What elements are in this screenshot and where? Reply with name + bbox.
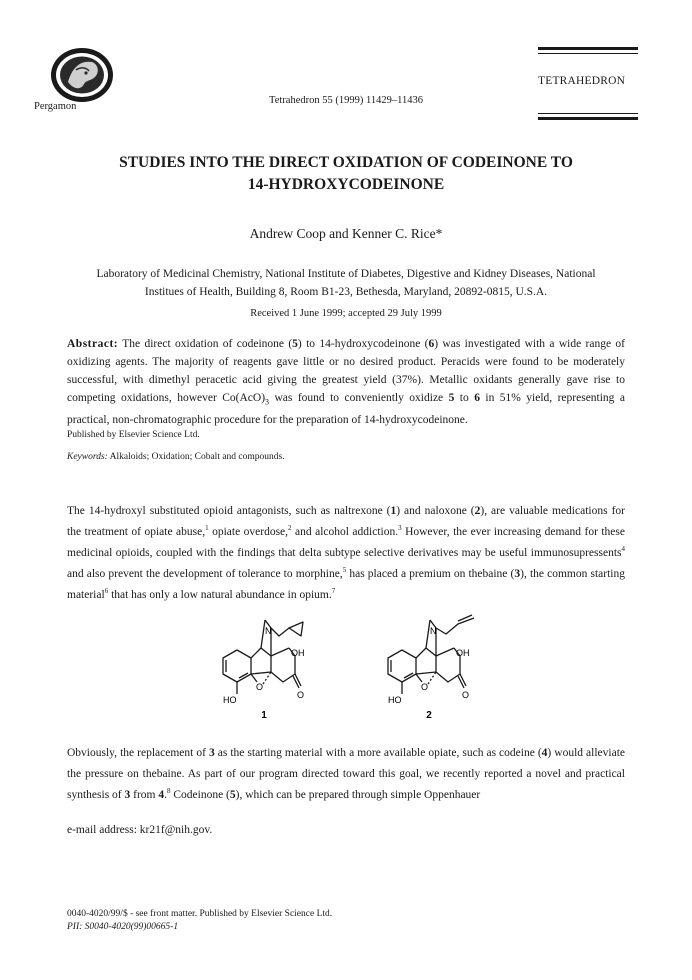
atom-label: O	[297, 690, 305, 700]
abstract-text: The direct oxidation of codeinone (	[118, 338, 293, 350]
header-rule	[538, 117, 638, 120]
compound-ref: 5	[448, 392, 455, 404]
compound-ref: 5	[292, 338, 298, 350]
title-line: 14-HYDROXYCODEINONE	[247, 176, 445, 193]
reference-marker: 2	[288, 524, 292, 533]
footer-copyright: 0040-4020/99/$ - see front matter. Published by Elsevier Science Ltd.	[67, 909, 333, 919]
compound-ref: 2	[474, 505, 481, 517]
compound-ref: 6	[474, 392, 480, 404]
structure-1-naltrexone	[205, 610, 325, 718]
abstract-text: to	[454, 392, 475, 404]
keywords-label: Keywords:	[67, 452, 108, 462]
atom-label: OH	[291, 648, 305, 658]
journal-name: TETRAHEDRON	[538, 75, 626, 87]
atom-label: N	[430, 626, 437, 636]
affiliation-line: Institues of Health, Building 8, Room B1-23, Bethesda, Maryland, 20892-0815, U.S.A.	[144, 286, 548, 298]
body-text: ) would alleviate the pressure on thebaine. As part of our program directed toward this goal, we recently reported a novel and practical synthesis of	[67, 747, 625, 801]
abstract-text: ) to 14-hydroxycodeinone (	[297, 338, 429, 350]
body-paragraph	[67, 743, 625, 806]
affiliation-line: Laboratory of Medicinal Chemistry, National Institute of Diabetes, Digestive and Kidney Diseases, National	[96, 268, 596, 280]
body-text: from	[130, 789, 159, 801]
reference-marker: 6	[104, 587, 109, 596]
footer	[67, 908, 332, 934]
keywords	[67, 452, 625, 462]
abstract-text: in 51% yield, representing a practical, non-chromatographic procedure for the preparation of 14-hydroxycodeinone.	[67, 392, 625, 427]
abstract-text: was found to conveniently oxidize	[269, 392, 449, 404]
header-rule	[538, 53, 638, 54]
compound-ref: 1	[390, 505, 397, 517]
keywords-text: Alkaloids; Oxidation; Cobalt and compounds.	[107, 452, 285, 462]
reference-marker: 3	[398, 524, 402, 533]
received-dates: Received 1 June 1999; accepted 29 July 1999	[250, 308, 442, 319]
copyright-line: Published by Elsevier Science Ltd.	[67, 430, 200, 441]
header-rule	[538, 47, 638, 50]
journal-citation: Tetrahedron 55 (1999) 11429–11436	[269, 95, 423, 106]
publisher-name: Pergamon	[34, 101, 77, 112]
subscript: 3	[265, 397, 270, 407]
body-text: ), the common starting material	[67, 568, 626, 601]
body-text: has placed a premium on thebaine (	[346, 568, 515, 580]
body-text: ), which can be prepared through simple Oppenhauer	[235, 789, 481, 801]
compound-number: 1	[261, 710, 267, 718]
body-text: opiate overdose,	[208, 526, 289, 538]
body-text: ) and naloxone (	[396, 505, 475, 517]
body-text: Obviously, the replacement of	[67, 747, 209, 759]
reference-marker: 4	[621, 545, 625, 554]
atom-label: OH	[456, 648, 470, 658]
body-text: Codeinone (	[170, 789, 230, 801]
body-text: The 14-hydroxyl substituted opioid antagonists, such as naltrexone (	[67, 505, 391, 517]
compound-ref: 4	[541, 747, 548, 759]
reference-marker: 5	[342, 566, 347, 575]
body-text: as the starting material with a more available opiate, such as codeine (	[214, 747, 542, 759]
affiliation	[0, 265, 692, 301]
abstract-label: Abstract:	[67, 338, 119, 350]
atom-label: HO	[223, 695, 237, 705]
compound-ref: 3	[124, 789, 131, 801]
reference-marker: 1	[205, 524, 209, 533]
header-rule	[538, 113, 638, 114]
abstract	[67, 335, 625, 442]
atom-label: O	[462, 690, 470, 700]
reference-marker: 7	[331, 587, 336, 596]
compound-ref: 3	[208, 747, 215, 759]
atom-label: HO	[388, 695, 402, 705]
atom-label: N	[265, 626, 272, 636]
article-title	[0, 152, 692, 196]
title-line: STUDIES INTO THE DIRECT OXIDATION OF CODEINONE TO	[119, 154, 573, 171]
body-text: and alcohol addiction.	[291, 526, 399, 538]
body-text: and also prevent the development of tolerance to morphine,	[67, 568, 343, 580]
body-text: ), are valuable medications for the treatment of opiate abuse,	[67, 505, 625, 538]
structure-2-naloxone	[370, 610, 490, 718]
atom-label: O	[421, 682, 429, 692]
compound-ref: 5	[229, 789, 236, 801]
compound-ref: 4	[158, 789, 165, 801]
footer-pii: PII: S0040-4020(99)00665-1	[67, 922, 179, 932]
corresponding-email: e-mail address: kr21f@nih.gov.	[67, 824, 213, 836]
reference-marker: 8	[166, 787, 171, 796]
body-text: .	[164, 789, 167, 801]
body-text: However, the ever increasing demand for these medicinal opioids, coupled with the findings that delta subtype selective derivatives may be useful immunosupressents	[67, 526, 625, 559]
body-paragraph	[67, 501, 625, 606]
compound-number: 2	[426, 710, 432, 718]
compound-ref: 3	[514, 568, 521, 580]
compound-ref: 6	[428, 338, 435, 350]
abstract-text: ) was investigated with a wide range of oxidizing agents. The majority of reagents gave little or no desired product. Peracids were found to be moderately successful, with dimethyl peracetic acid giving the greatest yield (37%). Metallic oxidants generally gave rise to competing oxidations, however Co(AcO)	[67, 338, 625, 404]
atom-label: O	[256, 682, 264, 692]
body-text: that has only a low natural abundance in opium.	[108, 589, 332, 601]
authors: Andrew Coop and Kenner C. Rice*	[249, 226, 443, 241]
